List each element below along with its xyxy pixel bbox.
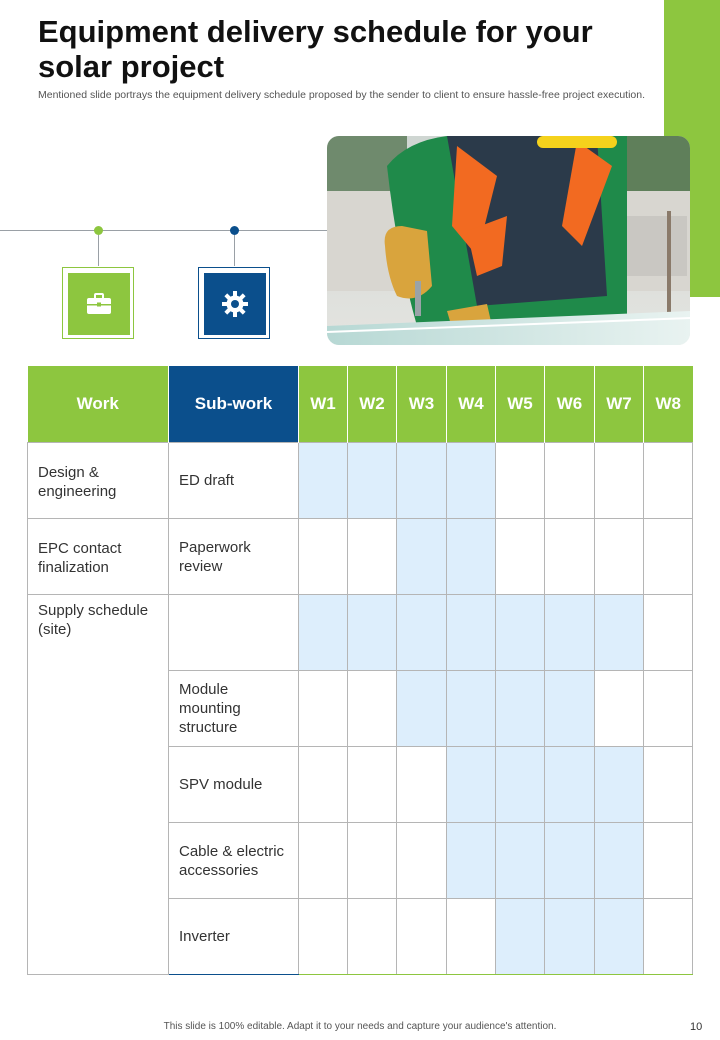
week-cell [644,671,693,747]
gear-icon [221,290,249,318]
header-week: W7 [595,366,644,443]
week-cell [595,823,644,899]
week-cell [447,747,496,823]
header-week: W8 [644,366,693,443]
week-cell [496,823,545,899]
week-cell [299,443,348,519]
week-cell [545,519,595,595]
connector-dot-green [94,226,103,235]
connector-stem [234,235,235,266]
week-cell [348,747,397,823]
footer-note: This slide is 100% editable. Adapt it to your needs and capture your audience's attention. [163,1021,557,1032]
week-cell [595,747,644,823]
week-cell [496,899,545,975]
connector-stem [98,235,99,266]
week-cell [496,595,545,671]
week-cell [299,747,348,823]
week-cell [595,595,644,671]
week-cell [644,519,693,595]
week-cell [496,671,545,747]
week-cell [447,823,496,899]
week-cell [496,519,545,595]
work-cell: Design & engineering [28,443,169,519]
week-cell [545,671,595,747]
subwork-cell: ED draft [169,443,299,519]
week-cell [348,823,397,899]
page-number: 10 [690,1021,703,1033]
briefcase-icon-box [62,267,134,339]
week-cell [397,747,447,823]
header-week: W2 [348,366,397,443]
week-cell [397,443,447,519]
week-cell [545,823,595,899]
connector-dot-blue [230,226,239,235]
week-cell [447,671,496,747]
week-cell [447,443,496,519]
week-cell [299,519,348,595]
week-cell [397,823,447,899]
week-cell [447,595,496,671]
gear-icon-box [198,267,270,339]
week-cell [545,595,595,671]
connector-line [0,230,330,231]
week-cell [397,671,447,747]
header-work: Work [28,366,169,443]
delivery-schedule-table [27,366,693,975]
week-cell [447,519,496,595]
week-cell [397,899,447,975]
week-cell [397,519,447,595]
week-cell [299,823,348,899]
subwork-cell: SPV module [169,747,299,823]
briefcase-icon [86,293,112,315]
week-cell [299,595,348,671]
week-cell [348,443,397,519]
week-cell [348,519,397,595]
week-cell [545,899,595,975]
header-week: W6 [545,366,595,443]
header-week: W5 [496,366,545,443]
table-row [28,443,693,519]
header-week: W4 [447,366,496,443]
week-cell [644,899,693,975]
week-cell [595,671,644,747]
week-cell [496,443,545,519]
week-cell [644,747,693,823]
table-row [28,519,693,595]
week-cell [595,899,644,975]
header-week: W1 [299,366,348,443]
week-cell [545,747,595,823]
week-cell [595,519,644,595]
week-cell [299,899,348,975]
subwork-cell: Paperwork review [169,519,299,595]
week-cell [299,671,348,747]
week-cell [447,899,496,975]
page-title: Equipment delivery schedule for your solar project [38,14,593,84]
subwork-cell: Cable & electric accessories [169,823,299,899]
subwork-cell [169,595,299,671]
week-cell [348,671,397,747]
subwork-cell: Inverter [169,899,299,975]
header-week: W3 [397,366,447,443]
solar-worker-photo [327,136,690,345]
header-subwork: Sub-work [169,366,299,443]
week-cell [348,899,397,975]
week-cell [644,823,693,899]
week-cell [397,595,447,671]
page-subtitle: Mentioned slide portrays the equipment delivery schedule proposed by the sender to client to ensure hassle-free project execution. [38,89,646,101]
work-cell: Supply schedule (site) [28,595,169,975]
week-cell [644,595,693,671]
table-row [28,595,693,671]
work-cell: EPC contact finalization [28,519,169,595]
week-cell [644,443,693,519]
week-cell [595,443,644,519]
week-cell [545,443,595,519]
week-cell [348,595,397,671]
table-header-row [28,366,693,443]
subwork-cell: Module mounting structure [169,671,299,747]
week-cell [496,747,545,823]
